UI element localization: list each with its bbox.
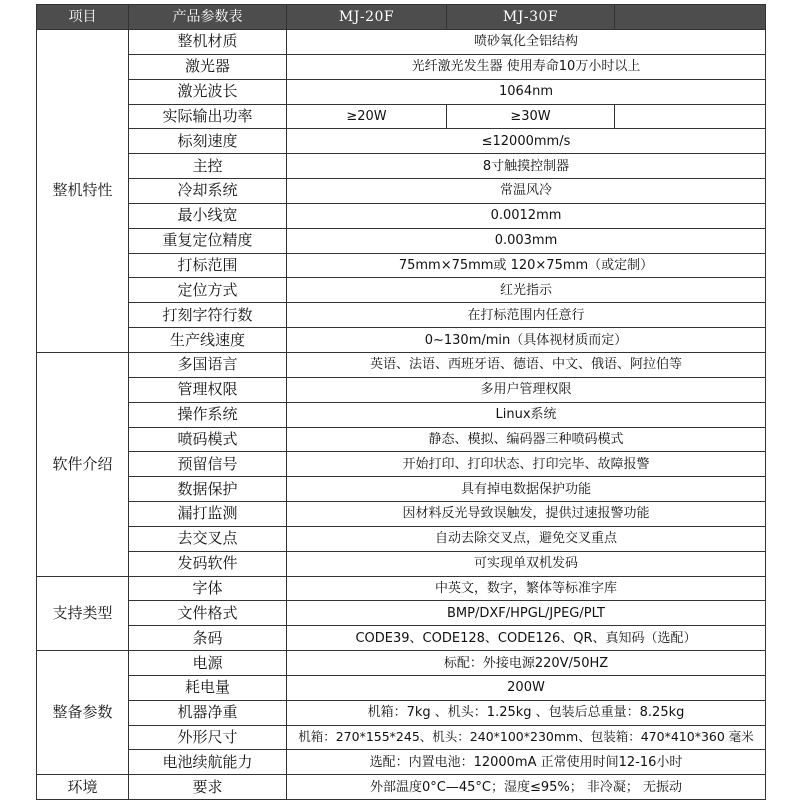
param-value: 中英文，数字，繁体等标准字库 bbox=[287, 576, 766, 601]
param-name: 实际输出功率 bbox=[129, 104, 287, 129]
param-value: 外部温度0°C—45°C；湿度≤95%； 非冷凝； 无振动 bbox=[287, 775, 766, 800]
param-value: 光纤激光发生器 使用寿命10万小时以上 bbox=[287, 54, 766, 79]
table-row bbox=[37, 750, 766, 775]
param-value: 静态、模拟、编码器三种喷码模式 bbox=[287, 427, 766, 452]
table-row bbox=[37, 502, 766, 527]
table-row bbox=[37, 104, 766, 129]
param-value-blank bbox=[615, 104, 766, 129]
table-row bbox=[37, 725, 766, 750]
param-name: 漏打监测 bbox=[129, 502, 287, 527]
param-value: 常温风冷 bbox=[287, 179, 766, 204]
param-value: 8寸触摸控制器 bbox=[287, 154, 766, 179]
table-row bbox=[37, 427, 766, 452]
param-value: 选配：内置电池：12000mA 正常使用时间12-16小时 bbox=[287, 750, 766, 775]
param-name: 生产线速度 bbox=[129, 328, 287, 353]
table-row bbox=[37, 526, 766, 551]
group-support-label: 支持类型 bbox=[37, 576, 129, 651]
param-name: 定位方式 bbox=[129, 278, 287, 303]
table-row bbox=[37, 700, 766, 725]
param-value: 0.0012mm bbox=[287, 203, 766, 228]
param-value: 可实现单双机发码 bbox=[287, 551, 766, 576]
table-row bbox=[37, 775, 766, 800]
group-environment-label: 环境 bbox=[37, 775, 129, 800]
table-row bbox=[37, 402, 766, 427]
table-row bbox=[37, 79, 766, 104]
param-name: 激光波长 bbox=[129, 79, 287, 104]
param-value: 开始打印、打印状态、打印完毕、故障报警 bbox=[287, 452, 766, 477]
table-row bbox=[37, 452, 766, 477]
param-value: 喷砂氧化全铝结构 bbox=[287, 30, 766, 55]
group-software-label: 软件介绍 bbox=[37, 352, 129, 576]
table-row bbox=[37, 601, 766, 626]
table-row bbox=[37, 477, 766, 502]
table-row bbox=[37, 203, 766, 228]
table-row bbox=[37, 129, 766, 154]
param-value: 机箱：270*155*245、机头：240*100*230mm、包装箱：470*410*360 毫米 bbox=[287, 725, 766, 750]
param-name: 主控 bbox=[129, 154, 287, 179]
header-model-b: MJ-30F bbox=[447, 5, 615, 30]
param-value: 0.003mm bbox=[287, 228, 766, 253]
param-name: 外形尺寸 bbox=[129, 725, 287, 750]
param-value: BMP/DXF/HPGL/JPEG/PLT bbox=[287, 601, 766, 626]
param-name: 电源 bbox=[129, 651, 287, 676]
table-row bbox=[37, 675, 766, 700]
header-row bbox=[37, 5, 766, 30]
header-blank bbox=[615, 5, 766, 30]
param-value: 在打标范围内任意行 bbox=[287, 303, 766, 328]
table-row bbox=[37, 253, 766, 278]
param-name: 预留信号 bbox=[129, 452, 287, 477]
param-name: 整机材质 bbox=[129, 30, 287, 55]
param-value-model-a: ≥20W bbox=[287, 104, 447, 129]
spec-table bbox=[36, 4, 766, 800]
table-row bbox=[37, 30, 766, 55]
param-name: 激光器 bbox=[129, 54, 287, 79]
param-name: 喷码模式 bbox=[129, 427, 287, 452]
group-machine-label: 整机特性 bbox=[37, 30, 129, 353]
table-row bbox=[37, 54, 766, 79]
param-name: 重复定位精度 bbox=[129, 228, 287, 253]
param-name: 要求 bbox=[129, 775, 287, 800]
table-row bbox=[37, 303, 766, 328]
param-value-model-b: ≥30W bbox=[447, 104, 615, 129]
param-value: 0~130m/min（具体视材质而定） bbox=[287, 328, 766, 353]
param-name: 最小线宽 bbox=[129, 203, 287, 228]
table-row bbox=[37, 377, 766, 402]
param-name: 去交叉点 bbox=[129, 526, 287, 551]
param-name: 数据保护 bbox=[129, 477, 287, 502]
param-name: 打刻字符行数 bbox=[129, 303, 287, 328]
header-item: 项目 bbox=[37, 5, 129, 30]
param-name: 标刻速度 bbox=[129, 129, 287, 154]
table-row bbox=[37, 228, 766, 253]
table-row bbox=[37, 626, 766, 651]
param-value: 机箱：7kg 、机头：1.25kg 、包装后总重量：8.25kg bbox=[287, 700, 766, 725]
table-row bbox=[37, 576, 766, 601]
header-model-a: MJ-20F bbox=[287, 5, 447, 30]
param-value: 具有掉电数据保护功能 bbox=[287, 477, 766, 502]
param-name: 机器净重 bbox=[129, 700, 287, 725]
param-value: 标配：外接电源220V/50HZ bbox=[287, 651, 766, 676]
param-name: 操作系统 bbox=[129, 402, 287, 427]
param-value: CODE39、CODE128、CODE126、QR、真知码（选配） bbox=[287, 626, 766, 651]
param-value: 1064nm bbox=[287, 79, 766, 104]
param-name: 字体 bbox=[129, 576, 287, 601]
param-value: 红光指示 bbox=[287, 278, 766, 303]
param-name: 管理权限 bbox=[129, 377, 287, 402]
table-row bbox=[37, 651, 766, 676]
param-value: 因材料反光导致误触发，提供过速报警功能 bbox=[287, 502, 766, 527]
param-name: 文件格式 bbox=[129, 601, 287, 626]
param-name: 打标范围 bbox=[129, 253, 287, 278]
param-value: Linux系统 bbox=[287, 402, 766, 427]
param-value: 多用户管理权限 bbox=[287, 377, 766, 402]
table-row bbox=[37, 278, 766, 303]
param-value: 自动去除交叉点，避免交叉重点 bbox=[287, 526, 766, 551]
param-name: 电池续航能力 bbox=[129, 750, 287, 775]
table-row bbox=[37, 179, 766, 204]
param-name: 冷却系统 bbox=[129, 179, 287, 204]
param-name: 条码 bbox=[129, 626, 287, 651]
table-row bbox=[37, 352, 766, 377]
param-name: 耗电量 bbox=[129, 675, 287, 700]
param-value: 英语、法语、西班牙语、德语、中文、俄语、阿拉伯等 bbox=[287, 352, 766, 377]
header-param: 产品参数表 bbox=[129, 5, 287, 30]
param-value: 75mm×75mm或 120×75mm（或定制） bbox=[287, 253, 766, 278]
table-row bbox=[37, 328, 766, 353]
table-row bbox=[37, 551, 766, 576]
param-value: 200W bbox=[287, 675, 766, 700]
param-value: ≤12000mm/s bbox=[287, 129, 766, 154]
table-row bbox=[37, 154, 766, 179]
param-name: 发码软件 bbox=[129, 551, 287, 576]
param-name: 多国语言 bbox=[129, 352, 287, 377]
group-equipment-label: 整备参数 bbox=[37, 651, 129, 775]
